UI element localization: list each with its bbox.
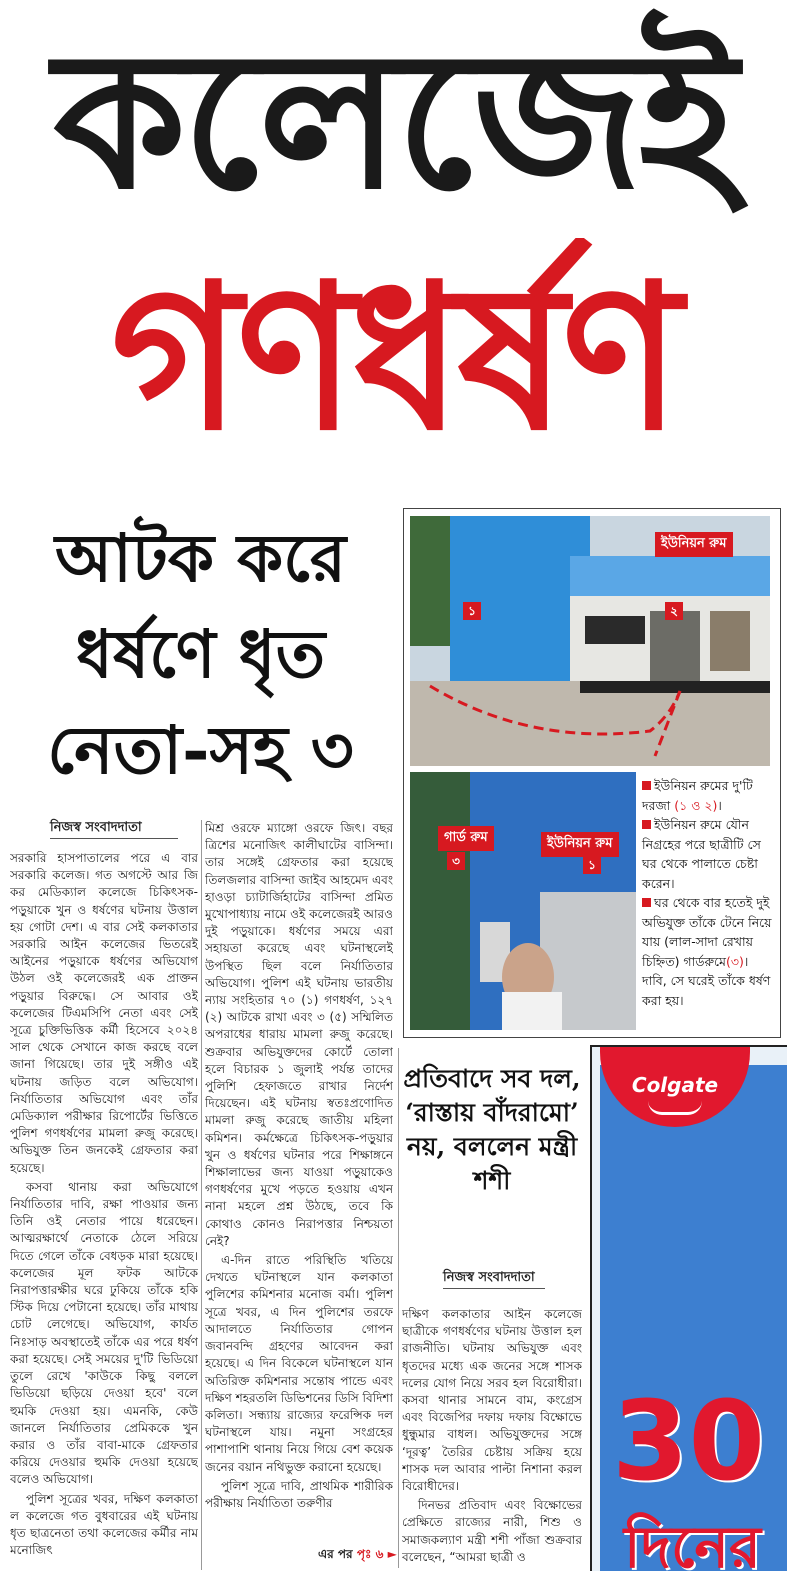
caption-item-2 xyxy=(642,815,776,893)
article-paragraph: কসবা থানায় করা অভিযোগে নির্যাতিতার দাবি, রক্ষা পাওয়ার জন্য তিনি ওই নেতার পায়ে ধরেছেন। আত্মরক্ষার্থে নেতাকে ঠেলে সরিয়ে দিতে গেলে তাঁকে বেধড়ক মারা হয়েছে। কলেজের মূল ফটক আটকে নিরাপত্তারক্ষীর ঘরে ঢুকিয়ে তাঁকে হকি স্টিক দিয়ে পেটানো হয়েছে। তাঁর মাথায় চোট লেগেছে। অভিযোগ, কার্যত নিঃসাড় অবস্থাতেই তাঁকে এর পরে ধর্ষণ করা হয়েছে। সেই সময়ের দু'টি ভিডিয়ো তুলে রেখে 'কাউকে কিছু বললে ভিডিয়ো ছড়িয়ে দেওয়া হবে' বলে হুমকি দেওয়া হয়। এমনকি, কেউ জানলে নির্যাতিতার প্রেমিককে খুন করার ও তাঁর বাবা-মাকে গ্রেফতার করিয়ে দেওয়ার হুমকি দেওয়া হয়েছে বলেও অভিযোগ। xyxy=(10,1179,198,1487)
byline-underline xyxy=(50,838,178,839)
bullet-square-icon xyxy=(642,820,651,829)
caption-item-3 xyxy=(642,893,776,1010)
guard-room-tag: গার্ড রুম xyxy=(438,826,494,851)
continue-page: পৃঃ ৬ xyxy=(356,1547,384,1561)
article-column-2 xyxy=(205,820,393,1542)
article-paragraph: মিশ্র ওরফে ম্যাঙ্গো ওরফে জিৎ। বছর ত্রিশের মনোজিৎ কালীঘাটের বাসিন্দা। তার সঙ্গেই গ্রেফতার করা হয়েছে তিলজলার বাসিন্দা জাইব আহমেদ এবং হাওড়া চ্যাটার্জিহাটের বাসিন্দা প্রমিত মুখোপাধ্যায় নামে ওই কলেজেরই আরও দুই পড়ুয়াকে। ধর্ষণের সময়ে এরা সহায়তা করেছে এবং ঘটনাস্থলেই উপস্থিত ছিল বলে নির্যাতিতার অভিযোগ। পুলিশ এই ঘটনায় ভারতীয় ন্যায় সংহিতার ৭০ (১) গণধর্ষণ, ১২৭ (২) আটকে রাখা এবং ৩ (৫) সম্মিলিত অপরাধের ধারায় মামলা রুজু করেছে। শুক্রবার অভিযুক্তদের কোর্টে তোলা হলে বিচারক ১ জুলাই পর্যন্ত তাদের পুলিশি হেফাজতে রাখার নির্দেশ দিয়েছেন। এই ঘটনায় স্বতঃপ্রণোদিত মামলা রুজু করেছে জাতীয় মহিলা কমিশন। কর্মক্ষেত্রে চিকিৎসক-পড়ুয়ার খুন ও ধর্ষণের ঘটনার পরে শিক্ষাঙ্গনে শিক্ষালাভের জন্য যাওয়া পড়ুয়াকেও গণধর্ষণের মুখে পড়তে হওয়ায় এখন নানা মহলে প্রশ্ন উঠছে, তবে কি কোথাও কোনও নিরাপত্তার নিশ্চয়তা নেই? xyxy=(205,821,393,1248)
continued-on-page xyxy=(318,1546,397,1566)
arrow-right-icon: ► xyxy=(387,1547,397,1561)
union-room-tag-top: ইউনিয়ন রুম xyxy=(655,532,733,557)
caption-text: ইউনিয়ন রুমের দু'টি দরজা xyxy=(642,778,753,813)
caption-item-1 xyxy=(642,776,776,815)
guard-room-photo xyxy=(410,772,636,1030)
caption-text-red: (৩) xyxy=(726,953,744,969)
caption-text: ইউনিয়ন রুমে যৌন নিগ্রহের পরে ছাত্রীটি সে ঘর থেকে পালাতে চেষ্টা করেন। xyxy=(642,817,761,891)
article-paragraph: সরকারি হাসপাতালের পরে এ বার সরকারি কলেজ। গত অগস্টে আর জি কর মেডিক্যাল কলেজে চিকিৎসক-পড়ুয়াকে খুন ও ধর্ষণের ঘটনায় উত্তাল হয় গোটা দেশ। এ বার সেই কলকাতার সরকারি আইন কলেজের ভিতরেই আইনের পড়ুয়াকে ধর্ষণের অভিযোগ উঠল ওই কলেজেরই এক প্রাক্তন পড়ুয়ার বিরুদ্ধে। সে আবার ওই কলেজের টিএমসিপি নেতা এবং সেই সূত্রে চুক্তিভিত্তিক কর্মী হিসেবে ২০২৪ সাল থেকে সেখানে কাজ করছে বলে জানা গিয়েছে। তার দুই সঙ্গীও এই ঘটনায় জড়িত বলে অভিযোগ। নির্যাতিতার অভিযোগ এবং তাঁর মেডিক্যাল পরীক্ষার রিপোর্টের ভিত্তিতে পুলিশ গণধর্ষণের মামলা রুজু করেছে। অভিযুক্ত তিন জনকেই গ্রেফতার করা হয়েছে। xyxy=(10,851,198,1175)
guard-room-illustration xyxy=(410,772,636,1030)
protest-article-column xyxy=(402,1306,582,1571)
main-headline-line1: কলেজেই xyxy=(53,8,734,231)
protest-byline-underline xyxy=(443,1288,545,1289)
continue-prefix: এর পর xyxy=(318,1547,353,1561)
article-paragraph: পুলিশ সূত্রের খবর, দক্ষিণ কলকাতা ল কলেজে গত বুধবারের এই ঘটনায় ধৃত ছাত্রনেতা তথা কলেজের কর্মীর নাম মনোজিৎ xyxy=(10,1491,198,1558)
column-divider xyxy=(201,820,202,1570)
colgate-smile-icon xyxy=(648,1101,702,1115)
byline-left: নিজস্ব সংবাদদাতা xyxy=(50,820,142,835)
sub-headline: আটক করে ধর্ষণে ধৃত নেতা-সহ ৩ xyxy=(47,519,354,789)
protest-byline: নিজস্ব সংবাদদাতা xyxy=(443,1270,535,1285)
marker-3: ৩ xyxy=(447,852,465,870)
colgate-logo-text: Colgate xyxy=(631,1073,719,1097)
ad-word: দিনের xyxy=(624,1513,761,1571)
article-paragraph: দক্ষিণ কলকাতার আইন কলেজে ছাত্রীকে গণধর্ষণের ঘটনায় উত্তাল হল রাজনীতি। ঘটনায় অভিযুক্ত এবং ধৃতদের মধ্যে এক জনের সঙ্গে শাসক দলের যোগ নিয়ে সরব হল বিরোধীরা। কসবা থানার সামনে বাম, কংগ্রেস এবং বিজেপির দফায় দফায় বিক্ষোভে ধুন্ধুমার বাধল। অভিযুক্তদের সঙ্গে ‘দূরত্ব’ তৈরির চেষ্টায় সক্রিয় হয়ে শাসক দল আবার পাল্টা নিশানা করল বিরোধীদের। xyxy=(402,1307,582,1494)
colgate-advertisement[interactable] xyxy=(590,1045,787,1571)
caption-text-red: (১ ও ২) xyxy=(674,797,718,813)
column-divider xyxy=(398,1048,399,1568)
ad-big-number: 30 xyxy=(612,1377,766,1505)
bullet-square-icon xyxy=(642,898,651,907)
caption-text: । xyxy=(717,797,722,813)
bullet-square-icon xyxy=(642,781,651,790)
photo-caption xyxy=(642,776,776,1010)
article-paragraph: এ-দিন রাতে পরিস্থিতি খতিয়ে দেখতে ঘটনাস্থলে যান কলকাতা পুলিশের কমিশনার মনোজ বর্মা। পুলিশ সূত্রে খবর, এ দিন পুলিশের তরফে আদালতে নির্যাতিতার গোপন জবানবন্দি গ্রহণের আবেদন করা হয়েছে। এ দিন বিকেলে ঘটনাস্থলে যান অতিরিক্ত কমিশনার সন্তোষ পান্ডে এবং দক্ষিণ শহরতলি ডিভিশনের ডিসি বিদিশা কলিতা। সন্ধ্যায় রাজ্যের ফরেন্সিক দল ঘটনাস্থলে যায়। নমুনা সংগ্রহের পাশাপাশি থানায় নিয়ে গিয়ে বেশ কয়েক জনের বয়ান নথিভুক্ত করানো হয়েছে। xyxy=(205,1253,393,1474)
marker-1: ১ xyxy=(463,602,481,620)
article-paragraph: পুলিশ সূত্রে দাবি, প্রাথমিক শারীরিক পরীক্ষায় নির্যাতিতা তরুণীর xyxy=(205,1478,393,1510)
article-paragraph: দিনভর প্রতিবাদ এবং বিক্ষোভের প্রেক্ষিতে রাজ্যের নারী, শিশু ও সমাজকল্যাণ মন্ত্রী শশী পাঁজা শুক্রবার বলেছেন, “আমরা ছাত্রী ও xyxy=(402,1498,582,1564)
marker-1-bottom: ১ xyxy=(583,856,601,874)
caption-text: ঘর থেকে বার হতেই দুই অভিযুক্ত তাঁকে টেনে নিয়ে যায় (লাল-সাদা রেখায় চিহ্নিত) গার্ডরুমে xyxy=(642,895,772,969)
article-column-1 xyxy=(10,850,198,1571)
main-headline-line2: গণধর্ষণ xyxy=(110,240,677,475)
marker-2: ২ xyxy=(665,602,683,620)
caption-text: । দাবি, সে ঘরেই তাঁকে ধর্ষণ করা হয়। xyxy=(642,953,771,1008)
protest-headline: প্রতিবাদে সব দল, ‘রাস্তায় বাঁদরামো’ নয়, বললেন মন্ত্রী শশী xyxy=(403,1064,581,1195)
union-room-tag-bottom: ইউনিয়ন রুম xyxy=(541,832,619,857)
